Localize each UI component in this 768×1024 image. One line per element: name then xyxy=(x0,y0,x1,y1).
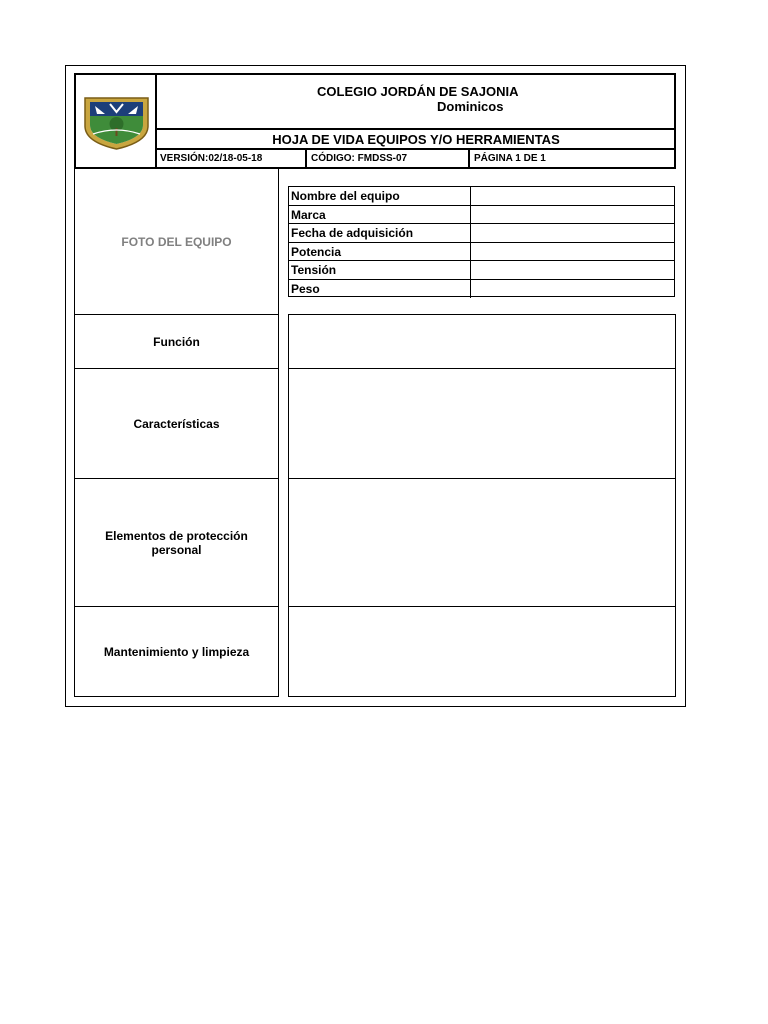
equipment-table xyxy=(288,186,675,297)
school-name: COLEGIO JORDÁN DE SAJONIA xyxy=(317,84,519,99)
field-label: Nombre del equipo xyxy=(289,187,471,205)
document-title: HOJA DE VIDA EQUIPOS Y/O HERRAMIENTAS xyxy=(272,132,560,147)
section-content-proteccion[interactable] xyxy=(288,478,676,607)
field-value-input[interactable] xyxy=(471,224,674,242)
table-row xyxy=(289,187,674,206)
field-value-input[interactable] xyxy=(471,280,674,298)
section-content-mantenimiento[interactable] xyxy=(288,606,676,697)
table-row xyxy=(289,243,674,261)
section-label-caracteristicas: Características xyxy=(74,368,279,479)
section-label-proteccion: Elementos de protección personal xyxy=(74,478,279,607)
field-value-input[interactable] xyxy=(471,243,674,260)
table-row xyxy=(289,261,674,280)
field-label: Tensión xyxy=(289,261,471,279)
section-label-funcion: Función xyxy=(74,314,279,369)
field-label: Peso xyxy=(289,280,471,298)
table-row xyxy=(289,206,674,224)
field-label: Marca xyxy=(289,206,471,223)
section-content-funcion[interactable] xyxy=(288,314,676,369)
school-crest-icon xyxy=(83,96,150,150)
table-row xyxy=(289,224,674,243)
field-label: Potencia xyxy=(289,243,471,260)
section-label-mantenimiento: Mantenimiento y limpieza xyxy=(74,606,279,697)
field-value-input[interactable] xyxy=(471,206,674,223)
field-label: Fecha de adquisición xyxy=(289,224,471,242)
version-label: VERSIÓN:02/18-05-18 xyxy=(157,150,307,168)
photo-placeholder[interactable] xyxy=(74,169,279,315)
photo-label: FOTO DEL EQUIPO xyxy=(121,234,232,249)
page-label: PÁGINA 1 DE 1 xyxy=(474,153,546,164)
field-value-input[interactable] xyxy=(471,187,674,205)
field-value-input[interactable] xyxy=(471,261,674,279)
code-label: CÓDIGO: FMDSS-07 xyxy=(308,150,470,168)
school-subtitle: Dominicos xyxy=(437,99,504,114)
section-content-caracteristicas[interactable] xyxy=(288,368,676,479)
table-row xyxy=(289,280,674,298)
